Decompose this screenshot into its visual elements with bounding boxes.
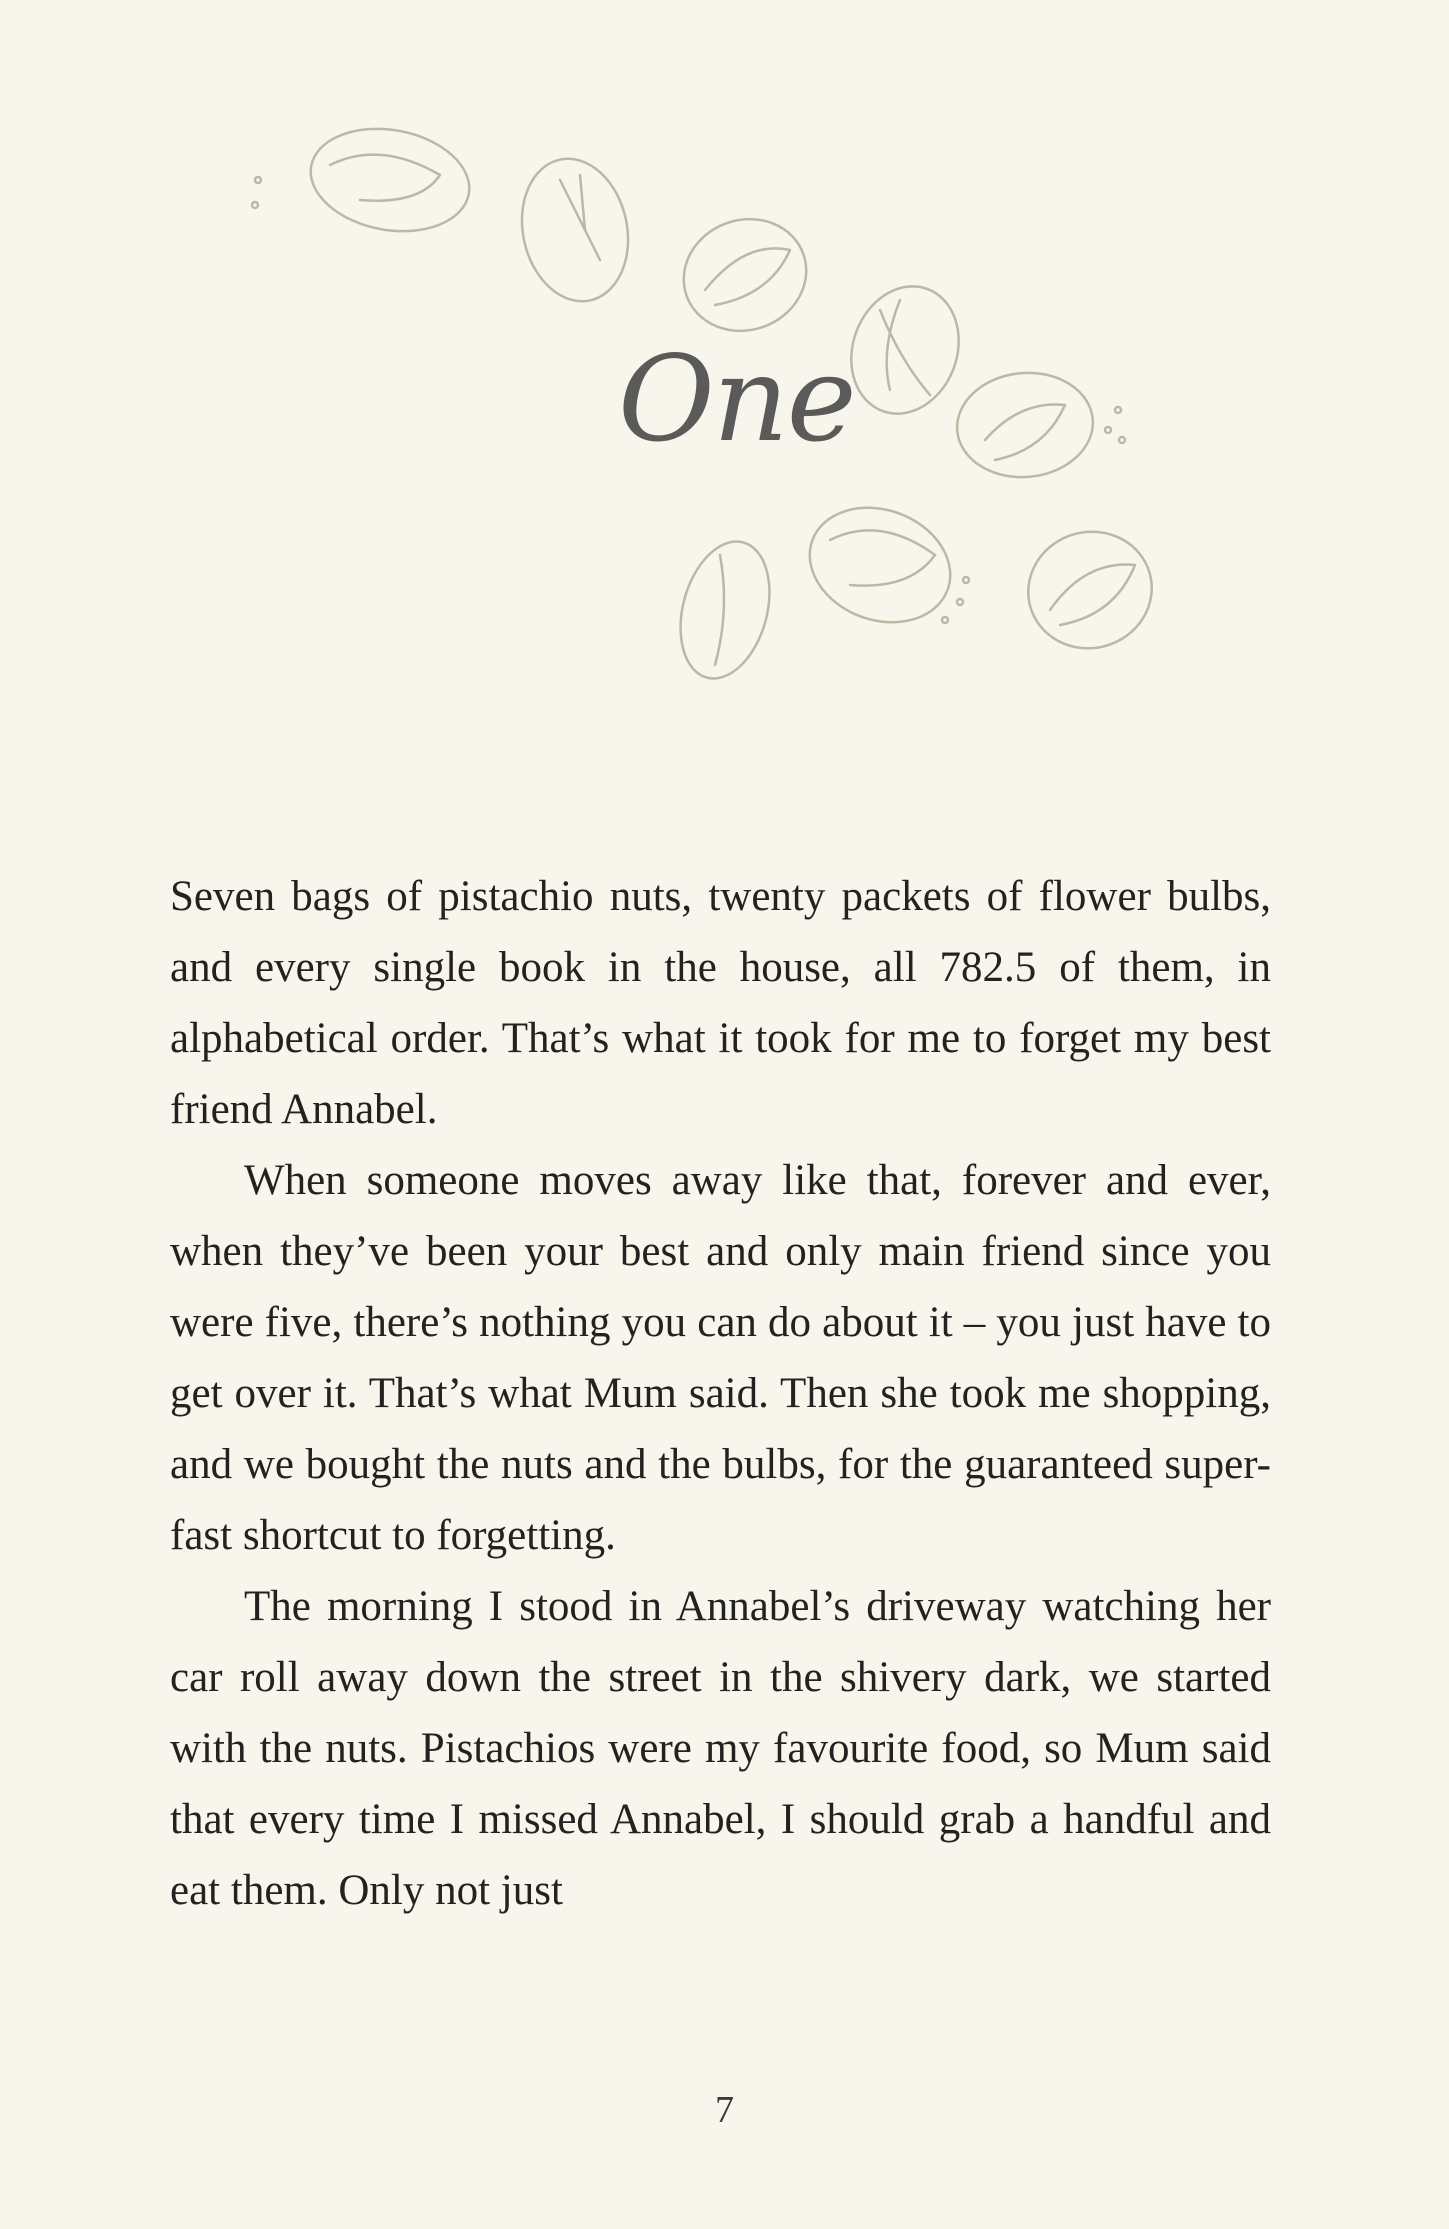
chapter-title: One xyxy=(618,330,855,468)
pistachio-icon xyxy=(252,117,477,243)
page-number: 7 xyxy=(715,2089,734,2131)
paragraph: Seven bags of pistachio nuts, twenty packets of flower bulbs, and every single book in the house, all 782.5 of them, in alphabetical order. That’s what it took for me to forget my best friend Annabel. xyxy=(170,873,1271,1133)
pistachio-icon xyxy=(509,149,641,311)
paragraph: When someone moves away like that, forever and ever, when they’ve been your best and only main friend since you were five, there’s nothing you can do about it – you just have to get over it. That’s what Mum said. Then she took me shopping, and we bought the nuts and the bulbs, for the guaranteed super-fast shortcut to forgetting. xyxy=(170,1157,1271,1559)
pistachio-icon xyxy=(794,489,969,642)
pistachio-icon xyxy=(666,532,783,689)
pistachio-icon xyxy=(834,271,976,429)
paragraph: The morning I stood in Annabel’s driveway watching her car roll away down the street in the shivery dark, we started with the nuts. Pistachios were my favourite food, so Mum said that every time I missed Annabel, I should grab a handful and eat them. Only not just xyxy=(170,1583,1271,1914)
pistachio-icon xyxy=(953,367,1125,482)
pistachio-icon xyxy=(1015,518,1165,662)
pistachio-icon xyxy=(668,202,822,348)
chapter-body xyxy=(170,861,1271,1926)
